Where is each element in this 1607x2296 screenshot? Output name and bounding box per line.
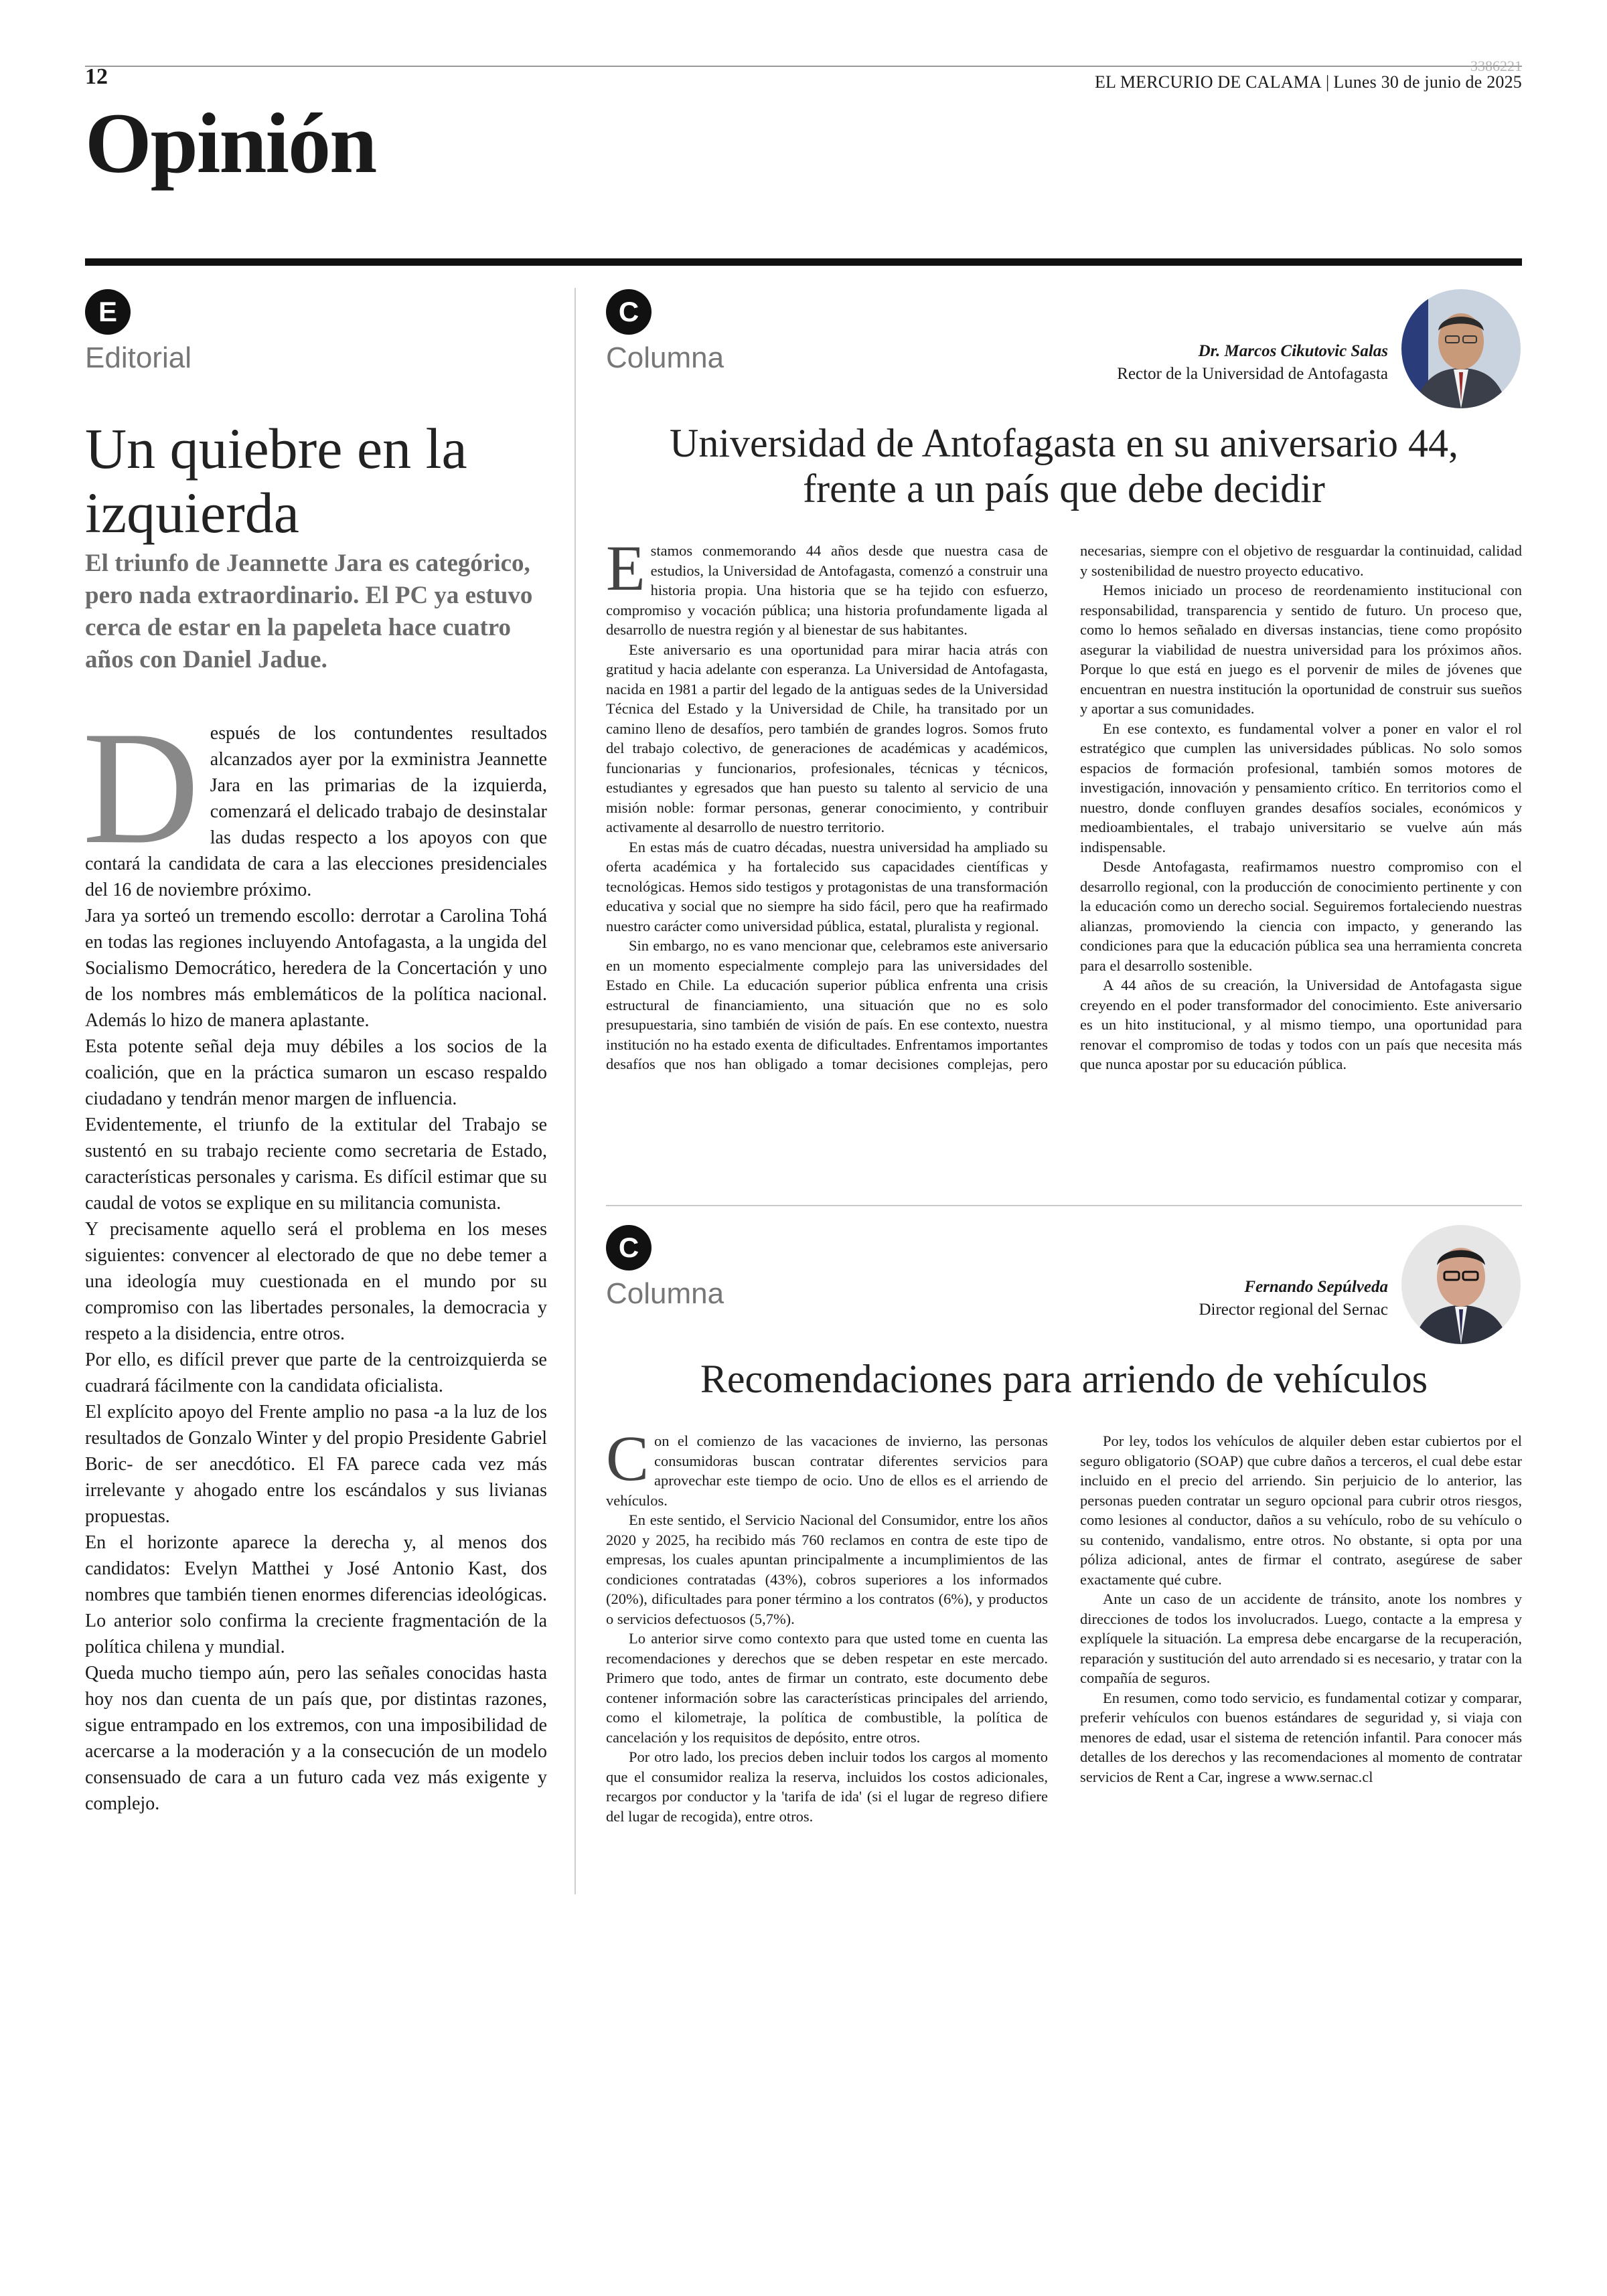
column1-paragraph: Este aniversario es una oportunidad para mirar hacia atrás con gratitud y hacia adelante con esperanza. La Universidad de Antofagasta, nacida en 1981 a partir del legado de la antiguas sedes de la Universidad Técnica del Estado y la Universidad de Chile, ha transitado por un camino lleno de desafíos, pero también de grandes logros. Somos fruto del trabajo colectivo, de generaciones de académicas y académicos, funcionarias y funcionarios, profesionales, técnicas y técnicos, estudiantes y egresados que han puesto su talento al servicio de una misión noble: formar personas, generar conocimiento, y contribuir activamente al desarrollo de nuestro territorio. (606, 641, 1048, 835)
column1-paragraph: Sin embargo, no es vano mencionar que, celebramos este aniversario en un momento especialmente complejo para las universidades del Estado en Chile. La educación superior pública enfrenta una crisis estructural de financiamiento, una situación que no es solo presupuestaria, sino también de visión de país. En ese contexto, nuestra institución no ha estado exenta de dificultades. Enfrentamos importantes desafíos que nos han obligado a tomar decisiones complejas, pero necesarias, siempre con el objetivo de resguardar la continuidad, calidad y sostenibilidad de nuestro proyecto educativo. (606, 542, 1522, 1072)
column-divider (575, 288, 576, 1894)
editorial-paragraph: Queda mucho tiempo aún, pero las señales conocidas hasta hoy nos dan cuenta de un país que, por distintas razones, sigue entrampado en los extremos, con una imposibilidad de acercarse a la moderación y a la consecución de un modelo consensuado de cara a un futuro cada vez más exigente y complejo. (85, 1663, 547, 1814)
page-code: 3386221 (1470, 58, 1522, 74)
editorial-kicker: Editorial (85, 341, 192, 374)
column1-headline-line1: Universidad de Antofagasta en su aniversario 44, (670, 421, 1458, 465)
column2-paragraph: Por ley, todos los vehículos de alquiler deben estar cubiertos por el seguro obligatorio (SOAP) que cubre daños a terceros, el cual debe estar incluido en el precio del arriendo. Sin perjuicio de lo anterior, las personas pueden contratar un seguro opcional para cubrir otros riesgos, como lesiones al conductor, daños a su vehículo, robo de su vehículo o su contenido, vandalismo, entre otros. No obstante, si opta por una póliza adicional, antes de firmar el contrato, asegúrese de saber exactamente qué cubre. (1080, 1432, 1522, 1588)
section-title: Opinión (85, 96, 376, 191)
editorial-dropcap: D (82, 698, 200, 878)
column2-body (606, 1422, 1522, 1913)
top-rule (85, 66, 1522, 67)
column2-badge: C (606, 1225, 652, 1270)
column1-kicker: Columna (606, 341, 724, 374)
editorial-paragraph: Y precisamente aquello será el problema en los meses siguientes: convencer al electorado de que no debe temer a una ideología muy cuestionada en el mundo por su compromiso con las libertades personales, la democracia y respeto a la disidencia, entre otros. (85, 1219, 547, 1344)
column2-author-name: Fernando Sepúlveda (1244, 1278, 1388, 1296)
column1-dropcap: E (606, 532, 645, 604)
column2-paragraph: En resumen, como todo servicio, es fundamental cotizar y comparar, preferir vehículos con buenos estándares de seguridad y, si viaja con menores de edad, usar el sistema de retención infantil. Para conocer más detalles de los derechos y las recomendaciones al momento de contratar servicios de Rent a Car, ingrese a www.sernac.cl (1080, 1689, 1522, 1785)
editorial-body (82, 698, 547, 1817)
column2-paragraph: En este sentido, el Servicio Nacional del Consumidor, entre los años 2020 y 2025, ha recibido más 760 reclamos en contra de este tipo de empresas, los cuales apuntan principalmente a incumplimientos de las condiciones contratadas (43%), cobros superiores a los informados (20%), dificultades para poner término a los contratos (6%), y productos o servicios defectuosos (5,7%). (606, 1511, 1048, 1627)
page-number: 12 (85, 64, 108, 89)
column1-headline (606, 420, 1522, 511)
issue-date: Lunes 30 de junio de 2025 (1333, 72, 1522, 92)
column1-paragraph (606, 532, 1048, 640)
editorial-deck: El triunfo de Jeannette Jara es categórico, pero nada extraordinario. El PC ya estuvo cerca de estar en la papeleta hace cuatro años con Daniel Jadue. (85, 550, 533, 673)
editorial-paragraph: Jara ya sorteó un tremendo escollo: derrotar a Carolina Tohá en todas las regiones incluyendo Antofagasta, a la ungida del Socialismo Democrático, heredera de la Concertación y uno de los nombres más emblemáticos de la política nacional. Además lo hizo de manera aplastante. (85, 906, 547, 1031)
column2-paragraph: Por otro lado, los precios deben incluir todos los cargos al momento que el consumidor realiza la reserva, incluidos los costos adicionales, recargos por conductor y la 'tarifa de ida' (si el lugar de regreso difiere del lugar de recogida), entre otros. (606, 1748, 1048, 1825)
column2-author-role: Director regional del Sernac (1199, 1301, 1388, 1319)
editorial-badge: E (85, 289, 131, 335)
column1-author-photo (1401, 289, 1521, 408)
newspaper-name: EL MERCURIO DE CALAMA (1094, 72, 1322, 92)
editorial-paragraph: Por ello, es difícil prever que parte de la centroizquierda se cuadrará fácilmente con la candidata oficialista. (85, 1349, 547, 1396)
masthead: EL MERCURIO DE CALAMA | Lunes 30 de junio de 2025 (1094, 72, 1522, 92)
editorial-first-text: espués de los contundentes resultados alcanzados ayer por la exministra Jeannette Jara en las primarias de la izquierda, comenzará el delicado trabajo de desinstalar las dudas respecto a los apoyos con que contará la candidata de cara a las elecciones presidenciales del 16 de noviembre próximo. (85, 723, 547, 900)
column1-headline-line2: frente a un país que debe decidir (803, 467, 1325, 511)
editorial-paragraph (82, 698, 547, 903)
editorial-paragraph: En el horizonte aparece la derecha y, al menos dos candidatos: Evelyn Matthei y José Antonio Kast, dos nombres que también tienen enormes diferencias ideológicas. Lo anterior solo confirma la creciente fragmentación de la política chilena y mundial. (85, 1532, 547, 1657)
editorial-paragraph: Esta potente señal deja muy débiles a los socios de la coalición, que en la práctica sumaron un escaso respaldo ciudadano y tendrán menor margen de influencia. (85, 1036, 547, 1109)
column1-badge: C (606, 289, 652, 335)
column2-author-photo (1401, 1225, 1521, 1344)
column2-headline: Recomendaciones para arriendo de vehículos (700, 1357, 1428, 1401)
column1-body (606, 532, 1522, 1183)
column2-byline (960, 1276, 1388, 1321)
section-rule (85, 258, 1522, 266)
column2-first-text: on el comienzo de las vacaciones de invierno, las personas consumidoras buscan contratar diferentes servicios para aprovechar este tiempo de ocio. Uno de ellos es el arriendo de vehículos. (606, 1432, 1048, 1509)
column1-first-text: stamos conmemorando 44 años desde que nuestra casa de estudios, la Universidad de Antofagasta, comenzó a construir una historia propia. Una historia que se ha tejido con esfuerzo, compromiso y vocación pública; una historia profundamente ligada al desarrollo de nuestra región y al bienestar de sus habitantes. (606, 542, 1048, 638)
column2-dropcap: C (606, 1422, 649, 1494)
column-separator (606, 1205, 1522, 1206)
column1-author-role: Rector de la Universidad de Antofagasta (1117, 365, 1388, 383)
column2-kicker: Columna (606, 1277, 724, 1310)
column1-paragraph: En ese contexto, es fundamental volver a poner en valor el rol estratégico que cumplen las universidades públicas. No solo somos espacios de formación profesional, también somos motores de investigación, innovación y pensamiento crítico. En territorios como el nuestro, donde confluyen grandes desafíos sociales, económicos y medioambientales, el trabajo universitario se vuelve aún más indispensable. (1080, 720, 1522, 855)
column2-paragraph (606, 1422, 1048, 1510)
column1-paragraph: Desde Antofagasta, reafirmamos nuestro compromiso con el desarrollo regional, con la producción de conocimiento pertinente y con la educación como un derecho social. Seguiremos fortaleciendo nuestras alianzas, promoviendo la ciencia con impacto, y generando las condiciones para que la educación pública sea una herramienta concreta para el desarrollo sostenible. (1080, 858, 1522, 974)
column2-paragraph: Lo anterior sirve como contexto para que usted tome en cuenta las recomendaciones y derechos que se deben respetar en este mercado. Primero que todo, antes de firmar un contrato, este documento debe contener información sobre las características principales del arriendo, como el kilometraje, la política de combustible, la política de cancelación y los requisitos de depósito, entre otros. (606, 1630, 1048, 1746)
column1-byline (960, 340, 1388, 386)
editorial-paragraph: El explícito apoyo del Frente amplio no pasa -a la luz de los resultados de Gonzalo Winter y del propio Presidente Gabriel Boric- de ser anecdótico. El FA parece cada vez más irrelevante y ahogado entre los escándalos y sus livianas propuestas. (85, 1402, 547, 1527)
column1-paragraph: A 44 años de su creación, la Universidad de Antofagasta sigue creyendo en el poder transformador del conocimiento. Este aniversario es un hito institucional, y al mismo tiempo, una oportunidad para renovar el compromiso de todas y todos con un país que necesita más que nunca apostar por su educación pública. (1080, 977, 1522, 1072)
column1-paragraph: Hemos iniciado un proceso de reordenamiento institucional con responsabilidad, transparencia y sentido de futuro. Un proceso que, como lo hemos señalado en diversas instancias, tiene como propósito asegurar la viabilidad de nuestra universidad para los próximos años. Porque lo que está en juego es el porvenir de miles de jóvenes que encuentran en nuestra institución la oportunidad de construir sus sueños y aportar a sus comunidades. (1080, 582, 1522, 717)
column2-paragraph: Ante un caso de un accidente de tránsito, anote los nombres y direcciones de todos los involucrados. Luego, contacte a la empresa y explíquele la situación. La empresa debe encargarse de la recuperación, reparación y sustitución del auto arrendado si es necesario, y tratar con la compañía de seguros. (1080, 1590, 1522, 1686)
editorial-paragraph: Evidentemente, el triunfo de la extitular del Trabajo se sustentó en su trabajo reciente como secretaria de Estado, características personales y carisma. Es difícil estimar que su caudal de votos se explique en su militancia comunista. (85, 1115, 547, 1214)
column1-author-name: Dr. Marcos Cikutovic Salas (1198, 342, 1388, 360)
column1-paragraph: En estas más de cuatro décadas, nuestra universidad ha ampliado su oferta académica y ha fortalecido sus capacidades científicas y tecnológicas. Hemos sido testigos y protagonistas de una transformación educativa y social que no siempre ha sido fácil, pero que ha reafirmado nuestro carácter como universidad pública, estatal, pluralista y regional. (606, 838, 1048, 934)
editorial-headline: Un quiebre en la izquierda (85, 416, 467, 545)
